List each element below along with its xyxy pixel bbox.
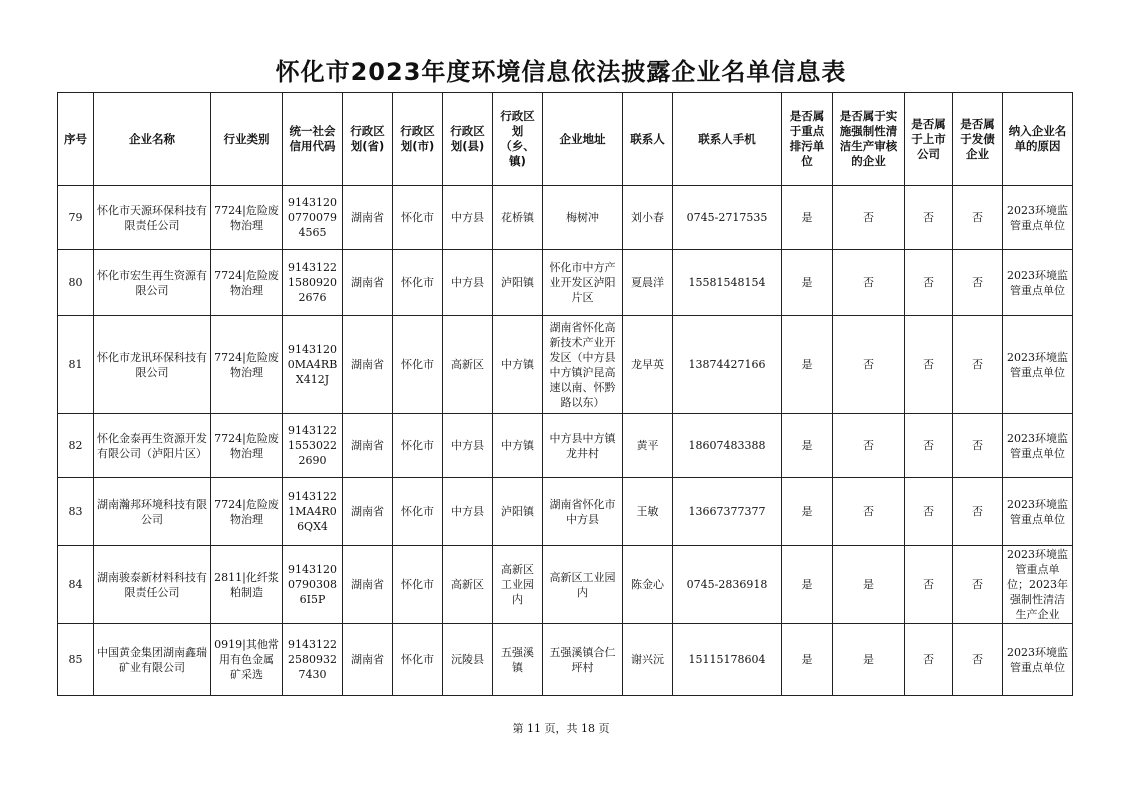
- cell-index: 83: [58, 478, 94, 546]
- cell-industry: 0919|其他常用有色金属矿采选: [211, 624, 283, 696]
- table-row: [58, 546, 1073, 624]
- cell-address: 梅树冲: [543, 186, 623, 250]
- cell-city: 怀化市: [393, 624, 443, 696]
- cell-address: 五强溪镇合仁坪村: [543, 624, 623, 696]
- cell-company: 湖南瀚邦环境科技有限公司: [94, 478, 211, 546]
- col-header: 行政区划（乡、镇): [493, 93, 543, 186]
- cell-reason: 2023环境监管重点单位: [1003, 624, 1073, 696]
- cell-reason: 2023环境监管重点单位: [1003, 414, 1073, 478]
- cell-company: 怀化市龙讯环保科技有限公司: [94, 316, 211, 414]
- cell-key-polluter: 是: [782, 546, 833, 624]
- table-row: [58, 250, 1073, 316]
- cell-reason: 2023环境监管重点单位: [1003, 250, 1073, 316]
- cell-credit-code: 914312215530222690: [283, 414, 343, 478]
- cell-province: 湖南省: [343, 624, 393, 696]
- cell-contact: 谢兴沅: [623, 624, 673, 696]
- cell-index: 84: [58, 546, 94, 624]
- cell-phone: 15581548154: [673, 250, 782, 316]
- cell-address: 中方县中方镇龙井村: [543, 414, 623, 478]
- cell-key-polluter: 是: [782, 316, 833, 414]
- cell-province: 湖南省: [343, 186, 393, 250]
- cell-index: 82: [58, 414, 94, 478]
- cell-town: 花桥镇: [493, 186, 543, 250]
- cell-listed: 否: [905, 316, 953, 414]
- cell-listed: 否: [905, 478, 953, 546]
- cell-province: 湖南省: [343, 250, 393, 316]
- cell-bond: 否: [953, 414, 1003, 478]
- cell-listed: 否: [905, 546, 953, 624]
- cell-address: 湖南省怀化高新技术产业开发区（中方县中方镇沪昆高速以南、怀黔路以东）: [543, 316, 623, 414]
- cell-clean-production: 否: [833, 478, 905, 546]
- table-row: [58, 478, 1073, 546]
- cell-contact: 刘小春: [623, 186, 673, 250]
- cell-company: 中国黄金集团湖南鑫瑞矿业有限公司: [94, 624, 211, 696]
- col-header: 行政区划(市): [393, 93, 443, 186]
- cell-province: 湖南省: [343, 478, 393, 546]
- cell-key-polluter: 是: [782, 186, 833, 250]
- cell-key-polluter: 是: [782, 478, 833, 546]
- page-number: 第 11 页，共 18 页: [512, 722, 610, 735]
- cell-company: 湖南骏泰新材料科技有限责任公司: [94, 546, 211, 624]
- enterprise-table: [57, 92, 1073, 696]
- cell-city: 怀化市: [393, 414, 443, 478]
- header-row: [58, 93, 1073, 186]
- cell-industry: 2811|化纤浆粕制造: [211, 546, 283, 624]
- cell-contact: 黄平: [623, 414, 673, 478]
- cell-company: 怀化金泰再生资源开发有限公司（泸阳片区）: [94, 414, 211, 478]
- cell-credit-code: 914312007903086I5P: [283, 546, 343, 624]
- cell-town: 五强溪镇: [493, 624, 543, 696]
- cell-town: 泸阳镇: [493, 478, 543, 546]
- cell-index: 80: [58, 250, 94, 316]
- col-header: 统一社会信用代码: [283, 93, 343, 186]
- cell-listed: 否: [905, 186, 953, 250]
- col-header: 纳入企业名单的原因: [1003, 93, 1073, 186]
- cell-town: 泸阳镇: [493, 250, 543, 316]
- cell-county: 中方县: [443, 250, 493, 316]
- cell-bond: 否: [953, 186, 1003, 250]
- cell-contact: 王敏: [623, 478, 673, 546]
- cell-credit-code: 914312225809327430: [283, 624, 343, 696]
- cell-phone: 0745-2836918: [673, 546, 782, 624]
- cell-bond: 否: [953, 250, 1003, 316]
- cell-reason: 2023环境监管重点单位: [1003, 186, 1073, 250]
- col-header: 行业类别: [211, 93, 283, 186]
- col-header: 是否属于上市公司: [905, 93, 953, 186]
- cell-company: 怀化市天源环保科技有限责任公司: [94, 186, 211, 250]
- cell-index: 79: [58, 186, 94, 250]
- cell-city: 怀化市: [393, 316, 443, 414]
- cell-county: 中方县: [443, 414, 493, 478]
- cell-province: 湖南省: [343, 316, 393, 414]
- cell-town: 高新区工业园内: [493, 546, 543, 624]
- col-header: 是否属于实施强制性清洁生产审核的企业: [833, 93, 905, 186]
- cell-province: 湖南省: [343, 414, 393, 478]
- cell-clean-production: 是: [833, 546, 905, 624]
- cell-contact: 龙早英: [623, 316, 673, 414]
- cell-address: 湖南省怀化市中方县: [543, 478, 623, 546]
- cell-credit-code: 914312215809202676: [283, 250, 343, 316]
- col-header: 企业地址: [543, 93, 623, 186]
- cell-industry: 7724|危险废物治理: [211, 316, 283, 414]
- col-header: 联系人手机: [673, 93, 782, 186]
- cell-phone: 0745-2717535: [673, 186, 782, 250]
- cell-clean-production: 是: [833, 624, 905, 696]
- cell-industry: 7724|危险废物治理: [211, 250, 283, 316]
- table-row: [58, 316, 1073, 414]
- cell-county: 中方县: [443, 478, 493, 546]
- cell-town: 中方镇: [493, 316, 543, 414]
- cell-phone: 18607483388: [673, 414, 782, 478]
- cell-industry: 7724|危险废物治理: [211, 414, 283, 478]
- col-header: 联系人: [623, 93, 673, 186]
- cell-address: 高新区工业园内: [543, 546, 623, 624]
- cell-listed: 否: [905, 624, 953, 696]
- cell-bond: 否: [953, 546, 1003, 624]
- cell-address: 怀化市中方产业开发区泸阳片区: [543, 250, 623, 316]
- cell-bond: 否: [953, 478, 1003, 546]
- col-header: 是否属于重点排污单位: [782, 93, 833, 186]
- cell-credit-code: 91431221MA4R06QX4: [283, 478, 343, 546]
- cell-reason: 2023环境监管重点单位；2023年强制性清洁生产企业: [1003, 546, 1073, 624]
- cell-listed: 否: [905, 250, 953, 316]
- cell-listed: 否: [905, 414, 953, 478]
- cell-bond: 否: [953, 624, 1003, 696]
- cell-contact: 夏晨洋: [623, 250, 673, 316]
- col-header: 是否属于发债企业: [953, 93, 1003, 186]
- cell-key-polluter: 是: [782, 250, 833, 316]
- page-title: 怀化市2023年度环境信息依法披露企业名单信息表: [275, 58, 847, 86]
- cell-town: 中方镇: [493, 414, 543, 478]
- cell-key-polluter: 是: [782, 624, 833, 696]
- cell-phone: 13667377377: [673, 478, 782, 546]
- table-row: [58, 414, 1073, 478]
- table-row: [58, 624, 1073, 696]
- cell-city: 怀化市: [393, 250, 443, 316]
- cell-county: 沅陵县: [443, 624, 493, 696]
- cell-clean-production: 否: [833, 186, 905, 250]
- cell-county: 高新区: [443, 316, 493, 414]
- cell-industry: 7724|危险废物治理: [211, 478, 283, 546]
- table-row: [58, 186, 1073, 250]
- col-header: 行政区划(省): [343, 93, 393, 186]
- cell-industry: 7724|危险废物治理: [211, 186, 283, 250]
- cell-reason: 2023环境监管重点单位: [1003, 316, 1073, 414]
- cell-province: 湖南省: [343, 546, 393, 624]
- cell-clean-production: 否: [833, 316, 905, 414]
- cell-index: 85: [58, 624, 94, 696]
- col-header: 行政区划(县): [443, 93, 493, 186]
- cell-city: 怀化市: [393, 186, 443, 250]
- cell-bond: 否: [953, 316, 1003, 414]
- cell-clean-production: 否: [833, 414, 905, 478]
- cell-phone: 15115178604: [673, 624, 782, 696]
- col-header: 企业名称: [94, 93, 211, 186]
- cell-credit-code: 914312007700794565: [283, 186, 343, 250]
- cell-index: 81: [58, 316, 94, 414]
- col-header: 序号: [58, 93, 94, 186]
- cell-reason: 2023环境监管重点单位: [1003, 478, 1073, 546]
- cell-city: 怀化市: [393, 478, 443, 546]
- cell-city: 怀化市: [393, 546, 443, 624]
- cell-company: 怀化市宏生再生资源有限公司: [94, 250, 211, 316]
- cell-county: 中方县: [443, 186, 493, 250]
- cell-key-polluter: 是: [782, 414, 833, 478]
- cell-credit-code: 91431200MA4RBX412J: [283, 316, 343, 414]
- cell-county: 高新区: [443, 546, 493, 624]
- cell-phone: 13874427166: [673, 316, 782, 414]
- cell-contact: 陈金心: [623, 546, 673, 624]
- cell-clean-production: 否: [833, 250, 905, 316]
